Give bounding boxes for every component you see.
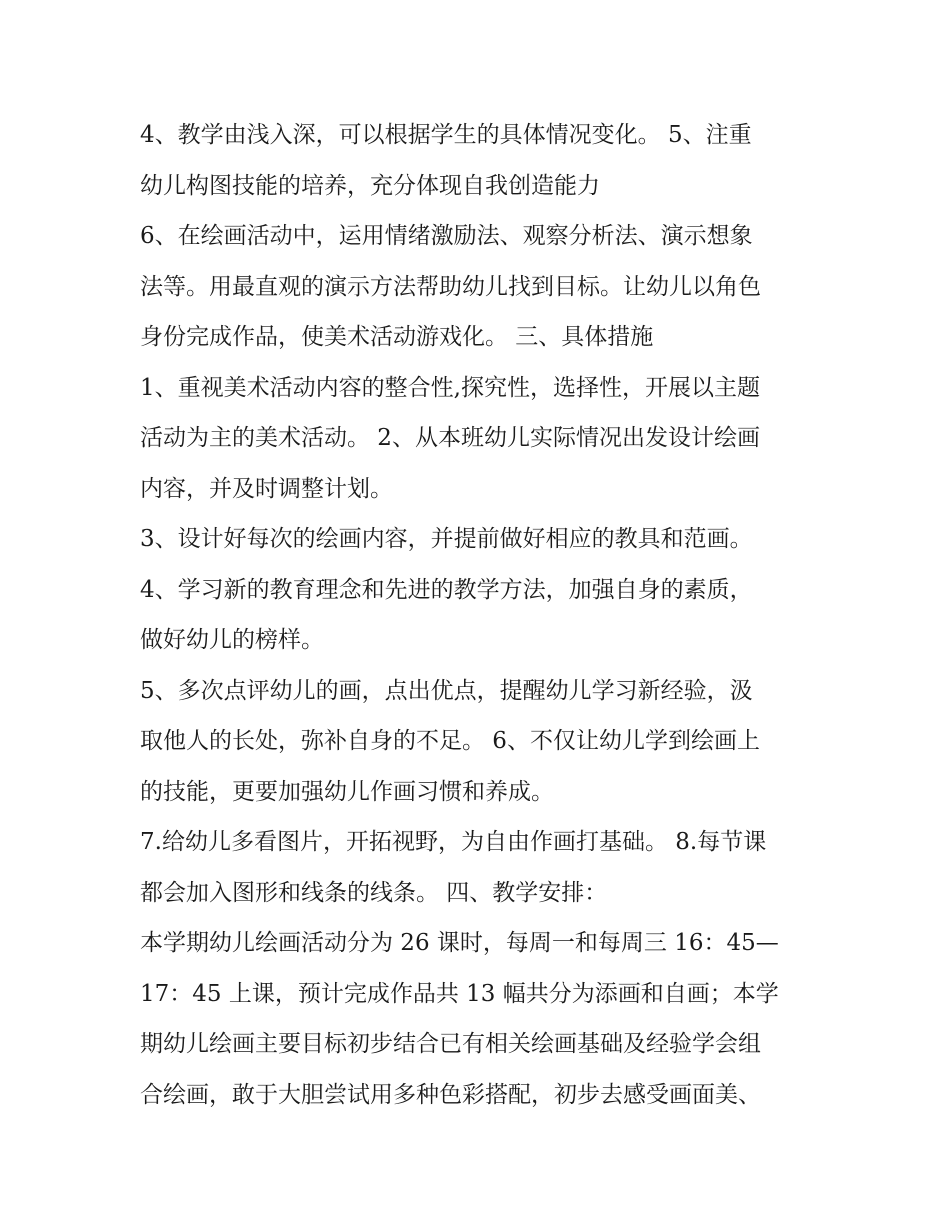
text-line: 都会加入图形和线条的线条。 四、教学安排： bbox=[140, 879, 608, 906]
text-line: 身份完成作品，使美术活动游戏化。 三、具体措施 bbox=[140, 324, 654, 350]
text-line: 7.给幼儿多看图片，开拓视野，为自由作画打基础。 8.每节课 bbox=[140, 829, 767, 855]
text-line: 期幼儿绘画主要目标初步结合已有相关绘画基础及经验学会组 bbox=[140, 1031, 761, 1057]
text-line: 活动为主的美术活动。 2、从本班幼儿实际情况出发设计绘画 bbox=[140, 425, 760, 451]
text-line: 法等。用最直观的演示方法帮助幼儿找到目标。让幼儿以角色 bbox=[140, 273, 761, 300]
text-line: 4、教学由浅入深，可以根据学生的具体情况变化。 5、注重 bbox=[140, 122, 752, 148]
text-line: 做好幼儿的榜样。 bbox=[140, 627, 324, 653]
text-line: 取他人的长处，弥补自身的不足。 6、不仅让幼儿学到绘画上 bbox=[140, 728, 760, 754]
text-line: 的技能，更要加强幼儿作画习惯和养成。 bbox=[140, 778, 554, 805]
text-line: 3、设计好每次的绘画内容，并提前做好相应的教具和范画。 bbox=[140, 526, 753, 552]
text-line: 6、在绘画活动中，运用情绪激励法、观察分析法、演示想象 bbox=[140, 223, 753, 249]
text-line: 本学期幼儿绘画活动分为 26 课时，每周一和每周三 16：45— bbox=[140, 930, 779, 956]
body-text bbox=[140, 110, 820, 1120]
text-line: 内容，并及时调整计划。 bbox=[140, 475, 393, 502]
text-line: 4、学习新的教育理念和先进的教学方法，加强自身的素质， bbox=[140, 576, 753, 603]
text-line: 5、多次点评幼儿的画，点出优点，提醒幼儿学习新经验，汲 bbox=[140, 677, 753, 704]
text-line: 幼儿构图技能的培养，充分体现自我创造能力 bbox=[140, 172, 600, 199]
text-line: 合绘画，敢于大胆尝试用多种色彩搭配，初步去感受画面美、 bbox=[140, 1081, 761, 1108]
text-line: 1、重视美术活动内容的整合性,探究性，选择性，开展以主题 bbox=[140, 374, 760, 401]
text-line: 17：45 上课，预计完成作品共 13 幅共分为添画和自画；本学 bbox=[140, 980, 779, 1007]
